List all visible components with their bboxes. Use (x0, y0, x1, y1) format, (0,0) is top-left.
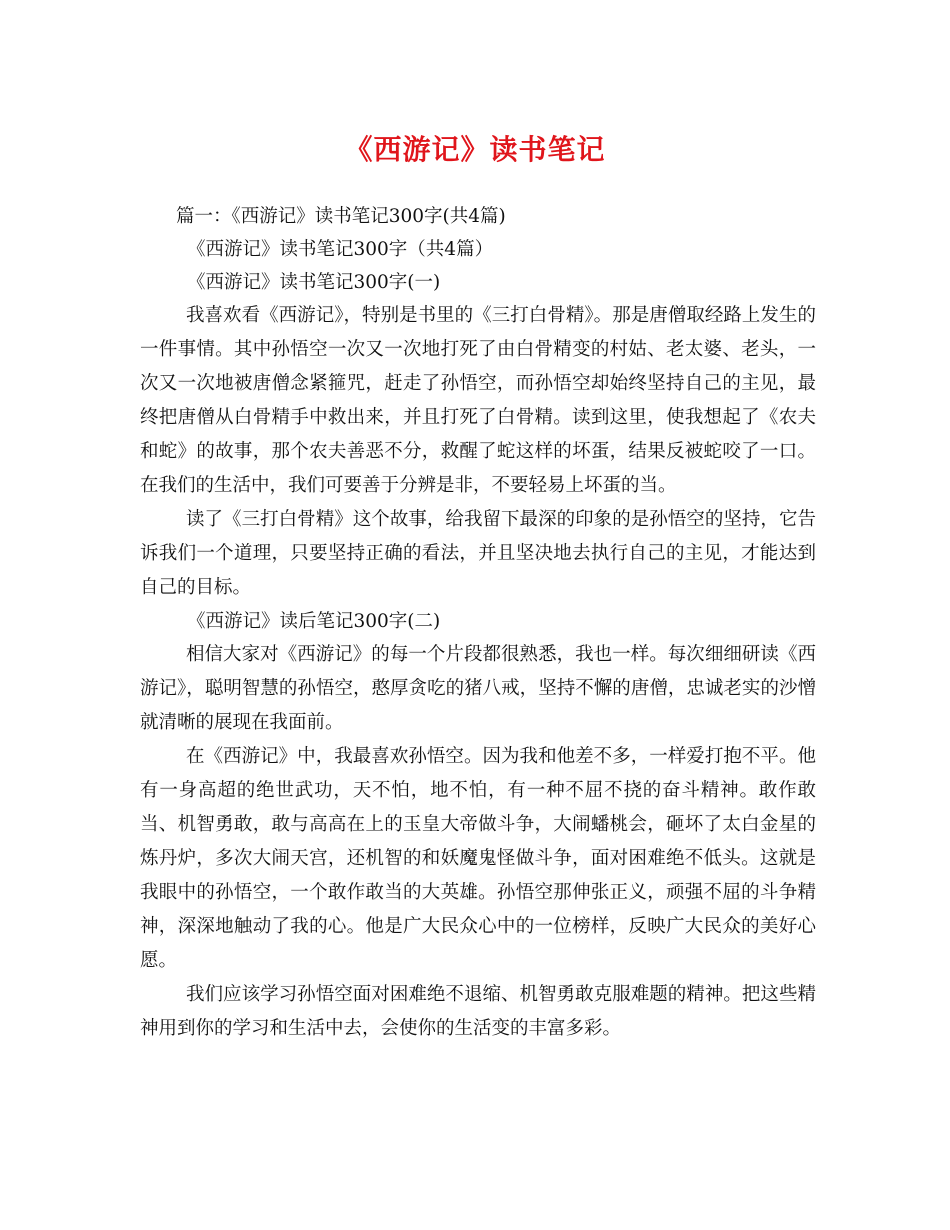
paragraph-5: 我们应该学习孙悟空面对困难绝不退缩、机智勇敢克服难题的精神。把这些精神用到你的学习和生活中去，会使你的生活变的丰富多彩。 (140, 984, 816, 1039)
document-title: 《西游记》读书笔记 (344, 133, 606, 166)
section-heading-1: 《西游记》读书笔记300字(一) (187, 272, 441, 293)
section-heading-2: 《西游记》读后笔记300字(二) (187, 611, 441, 632)
part-subtitle: 《西游记》读书笔记300字（共4篇） (187, 239, 494, 260)
paragraph-4: 在《西游记》中，我最喜欢孙悟空。因为我和他差不多，一样爱打抱不平。他有一身高超的绝世武功，天不怕，地不怕，有一种不屈不挠的奋斗精神。敢作敢当、机智勇敢，敢与高高在上的玉皇大帝做斗争，大闹蟠桃会，砸坏了太白金星的炼丹炉，多次大闹天宫，还机智的和妖魔鬼怪做斗争，面对困难绝不低头。这就是我眼中的孙悟空，一个敢作敢当的大英雄。孙悟空那伸张正义，顽强不屈的斗争精神，深深地触动了我的心。他是广大民众心中的一位榜样，反映广大民众的美好心愿。 (140, 746, 816, 971)
paragraph-3: 相信大家对《西游记》的每一个片段都很熟悉，我也一样。每次细细研读《西游记》，聪明智慧的孙悟空，憨厚贪吃的猪八戒，坚持不懈的唐僧，忠诚老实的沙憎就清晰的展现在我面前。 (140, 644, 816, 733)
paragraph-2: 读了《三打白骨精》这个故事，给我留下最深的印象的是孙悟空的坚持，它告诉我们一个道理，只要坚持正确的看法，并且坚决地去执行自己的主见，才能达到自己的目标。 (140, 509, 816, 598)
paragraph-1: 我喜欢看《西游记》，特别是书里的《三打白骨精》。那是唐僧取经路上发生的一件事情。其中孙悟空一次又一次地打死了由白骨精变的村姑、老太婆、老头，一次又一次地被唐僧念紧箍咒，赶走了孙悟空，而孙悟空却始终坚持自己的主见，最终把唐僧从白骨精手中救出来，并且打死了白骨精。读到这里，使我想起了《农夫和蛇》的故事，那个农夫善恶不分，救醒了蛇这样的坏蛋，结果反被蛇咬了一口。在我们的生活中，我们可要善于分辨是非，不要轻易上坏蛋的当。 (140, 305, 816, 496)
document-body (140, 200, 816, 1046)
part-heading: 篇一：《西游记》读书笔记300字(共4篇) (176, 206, 506, 227)
